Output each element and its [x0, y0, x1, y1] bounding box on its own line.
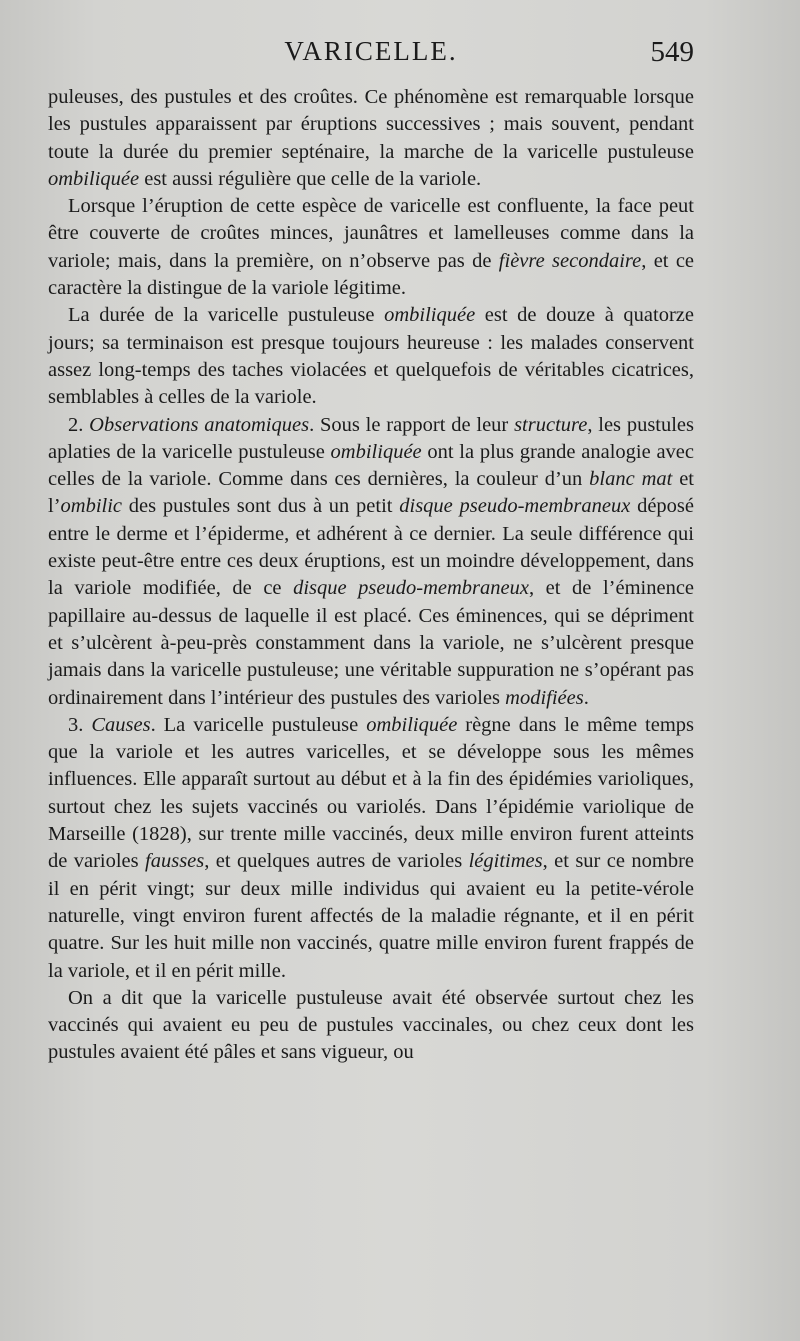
running-title: VARICELLE. — [284, 36, 458, 66]
paragraph — [48, 193, 694, 302]
italic-run: ombiliquée — [384, 304, 476, 327]
paragraph — [48, 712, 694, 985]
text-run: et l’ — [48, 468, 695, 518]
italic-run: ombiliquée — [48, 167, 140, 190]
text-run: . Sous le rapport de leur — [309, 413, 515, 436]
text-run: Lorsque l’éruption de cette espèce de varicelle est confluente, la face peut être couverte de croûtes minces, jaunâtres et lamelleuses comme dans la variole; mais, dans la première, on n’observe pas de — [48, 195, 694, 272]
paragraph — [48, 412, 694, 712]
italic-run: Observations anatomiques — [89, 413, 310, 436]
text-run: 2. — [68, 413, 90, 436]
paragraph — [48, 84, 694, 193]
italic-run: structure — [514, 413, 588, 436]
italic-run: ombilic — [60, 495, 123, 518]
text-run: On a dit que la varicelle pustuleuse avait été observée surtout chez les vaccinés qui avaient eu peu de pustules vaccinales, ou chez ceux dont les pustules avaient été pâles et sans vigueur, ou — [48, 986, 694, 1064]
text-run: des pustules sont dus à un petit — [122, 495, 400, 518]
text-run: déposé entre le derme et l’épiderme, et adhérent à ce dernier. La seule différence qui existe peut-être entre ces deux éruptions, est un moindre développement, dans la variole modifiée, de ce — [48, 495, 694, 600]
text-run: puleuses, des pustules et des croûtes. Ce phénomène est remarquable lorsque les pustules apparaissent par éruptions successives ; mais souvent, pendant toute la durée du premier septénaire, la marche de la varicelle pustuleuse — [48, 86, 694, 163]
text-run: 3. — [68, 713, 92, 736]
body-text — [48, 84, 694, 1067]
text-run: , les pustules aplaties de la varicelle pustuleuse — [48, 413, 695, 463]
text-run: ont la plus grande analogie avec celles de la variole. Comme dans ces dernières, la couleur d’un — [48, 440, 694, 491]
text-run: La durée de la varicelle pustuleuse — [68, 304, 385, 327]
italic-run: ombiliquée — [330, 440, 422, 463]
italic-run: disque pseudo-membraneux — [293, 577, 529, 600]
text-run: . La varicelle pustuleuse — [150, 713, 367, 736]
paragraph — [48, 302, 694, 411]
text-run: règne dans le même temps que la variole et les autres varicelles, et se développe sous les mêmes influences. Elle apparaît surtout au début et à la fin des épidémies varioliques, surtout chez les sujets vaccinés ou variolés. Dans l’épidémie variolique de Marseille (1828), sur trente mille vaccinés, deux mille environ furent atteints de varioles — [48, 713, 695, 873]
page-number: 549 — [650, 36, 694, 68]
text-run: , et ce caractère la distingue de la variole légitime. — [48, 249, 695, 300]
italic-run: fausses — [145, 850, 205, 873]
italic-run: ombiliquée — [366, 713, 458, 736]
paragraph — [48, 985, 694, 1067]
italic-run: blanc mat — [589, 468, 673, 491]
italic-run: légitimes — [468, 850, 543, 873]
page-header — [48, 36, 694, 76]
text-run: , et sur ce nombre il en périt vingt; sur deux mille individus qui avaient eu la petite-vérole naturelle, vingt environ furent affectés de la maladie régnante, et il en périt quatre. Sur les huit mille non vaccinés, quatre mille environ furent frappés de la variole, et il en périt mille. — [48, 850, 694, 982]
text-run: est de douze à quatorze jours; sa terminaison est presque toujours heureuse : les malades conservent assez long-temps des taches violacées et quelquefois de véritables cicatrices, semblables à celles de la variole. — [48, 304, 694, 409]
text-run: est aussi régulière que celle de la variole. — [139, 167, 482, 190]
text-run: . — [583, 686, 589, 709]
italic-run: fièvre secondaire — [498, 249, 642, 272]
text-run: , et de l’éminence papillaire au-dessus de laquelle il est placé. Ces éminences, qui se dépriment et s’ulcèrent à-peu-près constamment dans la variole, ne s’ulcèrent presque jamais dans la varicelle pustuleuse; une véritable suppuration ne s’opérant pas ordinairement dans l’intérieur des pustules des varioles — [48, 577, 695, 709]
italic-run: disque pseudo-membraneux — [399, 495, 631, 518]
italic-run: Causes — [91, 713, 151, 736]
text-run: , et quelques autres de varioles — [204, 850, 469, 873]
italic-run: modifiées — [505, 686, 584, 709]
